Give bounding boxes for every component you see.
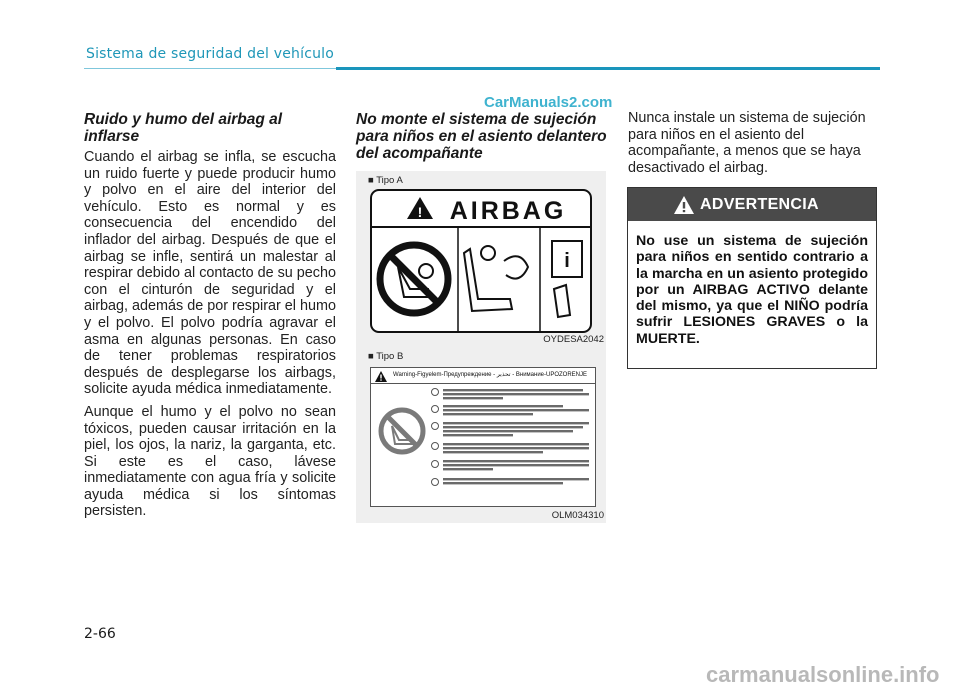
figure-a-label: ■ Tipo A bbox=[368, 175, 403, 186]
no-rear-facing-seat-icon bbox=[377, 406, 427, 456]
svg-text:AIRBAG: AIRBAG bbox=[449, 197, 567, 225]
col1-heading: Ruido y humo del airbag al inflarse bbox=[84, 111, 283, 145]
figure-b-label: ■ Tipo B bbox=[368, 351, 404, 362]
multilingual-text-block bbox=[429, 388, 591, 504]
figure-b-code: OLM034310 bbox=[551, 510, 604, 521]
svg-text:i: i bbox=[564, 250, 570, 272]
col1-body bbox=[84, 149, 336, 526]
airbag-label-illustration bbox=[370, 189, 592, 333]
svg-text:!: ! bbox=[417, 204, 423, 220]
col2-heading: No monte el sistema de sujeción para niños en el asiento delantero del acompañante bbox=[356, 111, 607, 162]
header-rule bbox=[336, 67, 880, 70]
warning-title: ADVERTENCIA bbox=[700, 196, 819, 213]
warning-box bbox=[627, 187, 877, 369]
col1-paragraph-1: Cuando el airbag se infla, se escucha un ruido fuerte y puede producir humo y polvo en el aire del interior del vehículo. Esto es normal y es consecuencia del encendido del inflador del airbag. Después de que el airbag se infle, sentirá un malestar al respirar debido al contacto de su pecho con el cinturón de seguridad y el airbag, además de por respirar el humo y el polvo. El polvo podría agravar el asma en algunas personas. En caso de tener problemas respiratorios después de desplegarse los airbags, solicite ayuda médica inmediatamente. bbox=[84, 149, 336, 398]
warning-triangle-icon bbox=[674, 196, 694, 214]
col1-paragraph-2: Aunque el humo y el polvo no sean tóxicos, pueden causar irritación en la piel, los ojos, la nariz, la garganta, etc. Si este es el caso, lávese inmediatamente con agua fría y solicite ayuda médica si los síntomas persisten. bbox=[84, 403, 336, 520]
section-title: Sistema de seguridad del vehículo bbox=[86, 46, 335, 62]
col3-body: Nunca instale un sistema de sujeción para niños en el asiento del acompañante, a menos que se haya desactivado el airbag. bbox=[628, 110, 866, 176]
figure-type-b bbox=[356, 347, 606, 523]
page-number: 2-66 bbox=[84, 626, 116, 642]
warning-text: No use un sistema de sujeción para niños en sentido contrario a la marcha en un asiento protegido por un AIRBAG ACTIVO delante del mismo, ya que el NIÑO podría sufrir LESIONES GRAVES o la MUERTE. bbox=[636, 233, 868, 347]
figure-type-a bbox=[356, 171, 606, 347]
warning-label-header: Warning-Figyelem-Предупреждение - تحذير - Внимание-UPOZORENJE bbox=[393, 372, 588, 378]
watermark-top: CarManuals2.com bbox=[484, 94, 613, 111]
warning-triangle-icon bbox=[375, 371, 387, 382]
figure-a-code: OYDESA2042 bbox=[543, 334, 604, 345]
watermark-bottom: carmanualsonline.info bbox=[706, 662, 940, 687]
header-rule-left bbox=[84, 68, 336, 69]
multilingual-warning-label bbox=[370, 367, 596, 507]
warning-title-bar bbox=[628, 188, 876, 221]
